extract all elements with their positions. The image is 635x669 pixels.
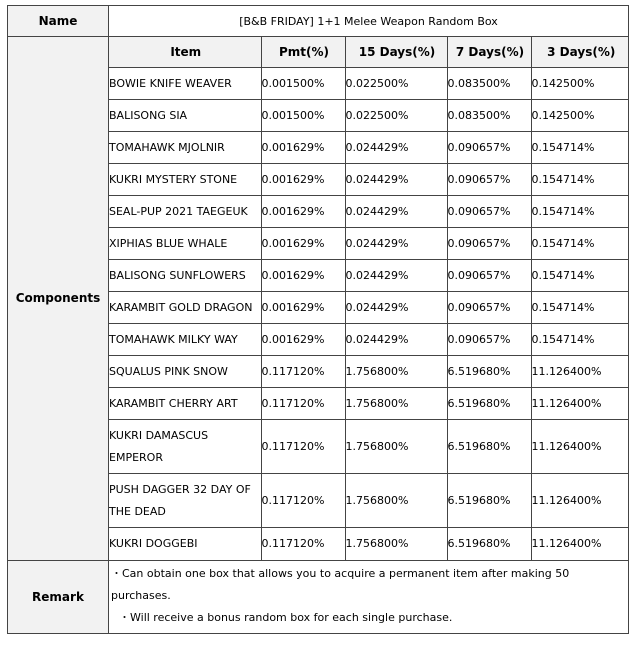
cell-d7: 0.090657% [447,132,531,164]
probability-table-container [7,5,628,662]
cell-pmt: 0.117120% [261,474,345,528]
cell-item: XIPHIAS BLUE WHALE [109,228,261,260]
cell-pmt: 0.001629% [261,324,345,356]
table-row [109,388,629,420]
cell-d15: 0.022500% [345,100,447,132]
cell-item: TOMAHAWK MJOLNIR [109,132,261,164]
cell-d15: 0.024429% [345,260,447,292]
cell-d7: 0.090657% [447,196,531,228]
cell-d15: 1.756800% [345,420,447,474]
cell-d15: 1.756800% [345,528,447,560]
cell-d15: 0.024429% [345,324,447,356]
cell-d7: 0.090657% [447,324,531,356]
cell-d3: 0.154714% [531,260,629,292]
components-table [109,37,629,560]
table-row [109,420,629,474]
header-row [109,37,629,68]
cell-d15: 0.024429% [345,132,447,164]
cell-pmt: 0.117120% [261,528,345,560]
cell-d15: 0.024429% [345,228,447,260]
cell-d15: 1.756800% [345,474,447,528]
cell-item: KUKRI DAMASCUS EMPEROR [109,420,261,474]
table-row [109,356,629,388]
col-pmt: Pmt(%) [261,37,345,68]
cell-d3: 11.126400% [531,356,629,388]
cell-item: TOMAHAWK MILKY WAY [109,324,261,356]
components-cell [109,37,629,561]
table-row [109,228,629,260]
table-row [109,196,629,228]
table-row [109,100,629,132]
cell-pmt: 0.117120% [261,420,345,474]
table-row [109,132,629,164]
cell-item: SEAL-PUP 2021 TAEGEUK [109,196,261,228]
cell-d7: 6.519680% [447,474,531,528]
table-row [109,474,629,528]
cell-d7: 6.519680% [447,388,531,420]
cell-pmt: 0.001500% [261,68,345,100]
cell-d3: 0.142500% [531,68,629,100]
cell-d7: 0.083500% [447,68,531,100]
col-item: Item [109,37,261,68]
cell-d15: 0.022500% [345,68,447,100]
cell-pmt: 0.001629% [261,164,345,196]
cell-d15: 0.024429% [345,164,447,196]
cell-d7: 0.090657% [447,228,531,260]
cell-d3: 11.126400% [531,420,629,474]
components-label: Components [8,37,109,561]
cell-d15: 0.024429% [345,292,447,324]
cell-pmt: 0.001629% [261,196,345,228]
cell-pmt: 0.001629% [261,228,345,260]
col-3days: 3 Days(%) [531,37,629,68]
cell-d3: 0.154714% [531,196,629,228]
cell-item: BOWIE KNIFE WEAVER [109,68,261,100]
cell-pmt: 0.001629% [261,292,345,324]
cell-pmt: 0.117120% [261,356,345,388]
table-row [109,68,629,100]
cell-d7: 0.090657% [447,260,531,292]
cell-item: SQUALUS PINK SNOW [109,356,261,388]
cell-d15: 0.024429% [345,196,447,228]
col-15days: 15 Days(%) [345,37,447,68]
box-name: [B&B FRIDAY] 1+1 Melee Weapon Random Box [109,6,629,37]
cell-d15: 1.756800% [345,356,447,388]
cell-pmt: 0.001500% [261,100,345,132]
remark-line-1: ・Can obtain one box that allows you to acquire a permanent item after making 50 purchases. [111,566,570,602]
cell-d7: 6.519680% [447,420,531,474]
cell-d7: 0.090657% [447,292,531,324]
cell-pmt: 0.001629% [261,132,345,164]
cell-item: KUKRI DOGGEBI [109,528,261,560]
cell-d3: 0.154714% [531,132,629,164]
cell-d3: 11.126400% [531,474,629,528]
cell-d3: 0.142500% [531,100,629,132]
cell-pmt: 0.001629% [261,260,345,292]
cell-d3: 11.126400% [531,388,629,420]
cell-d7: 6.519680% [447,356,531,388]
cell-d3: 0.154714% [531,324,629,356]
table-row [109,528,629,560]
remark-line-2: ・Will receive a bonus random box for each single purchase. [119,610,453,624]
cell-item: PUSH DAGGER 32 DAY OF THE DEAD [109,474,261,528]
cell-item: BALISONG SUNFLOWERS [109,260,261,292]
cell-item: BALISONG SIA [109,100,261,132]
table-row [109,260,629,292]
cell-item: KUKRI MYSTERY STONE [109,164,261,196]
table-row [109,164,629,196]
cell-d7: 6.519680% [447,528,531,560]
cell-d7: 0.083500% [447,100,531,132]
name-label: Name [8,6,109,37]
cell-item: KARAMBIT GOLD DRAGON [109,292,261,324]
cell-d3: 11.126400% [531,528,629,560]
cell-d3: 0.154714% [531,164,629,196]
probability-table [7,5,629,634]
cell-d3: 0.154714% [531,228,629,260]
remark-cell [109,560,629,633]
remark-label: Remark [8,560,109,633]
cell-d15: 1.756800% [345,388,447,420]
cell-d3: 0.154714% [531,292,629,324]
table-row [109,324,629,356]
cell-item: KARAMBIT CHERRY ART [109,388,261,420]
cell-pmt: 0.117120% [261,388,345,420]
col-7days: 7 Days(%) [447,37,531,68]
cell-d7: 0.090657% [447,164,531,196]
components-body [109,68,629,560]
table-row [109,292,629,324]
